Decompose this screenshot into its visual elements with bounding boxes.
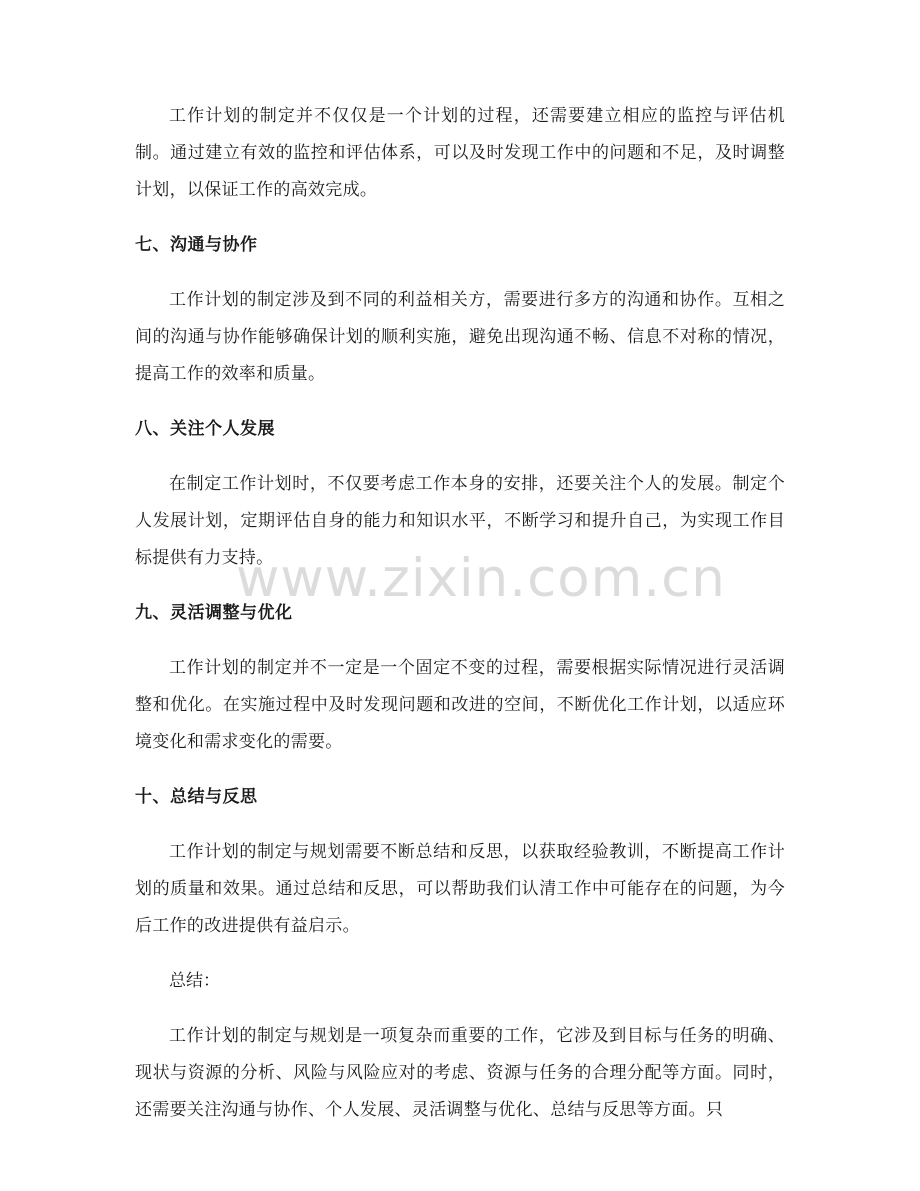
section-heading-8: 八、关注个人发展 bbox=[135, 419, 275, 439]
section-heading-10: 十、总结与反思 bbox=[135, 787, 258, 807]
section-body-9: 工作计划的制定并不一定是一个固定不变的过程，需要根据实际情况进行灵活调整和优化。在实施过程中及时发现问题和改进的空间，不断优化工作计划，以适应环境变化和需求变化的需要。 bbox=[135, 658, 785, 752]
section-heading-9: 九、灵活调整与优化 bbox=[135, 603, 293, 623]
section-heading-7: 七、沟通与协作 bbox=[135, 235, 258, 255]
watermark-text: www.zixin.com.cn bbox=[236, 548, 726, 609]
section-body-10: 工作计划的制定与规划需要不断总结和反思，以获取经验教训，不断提高工作计划的质量和效果。通过总结和反思，可以帮助我们认清工作中可能存在的问题，为今后工作的改进提供有益启示。 bbox=[135, 842, 785, 936]
summary-paragraph: 工作计划的制定与规划是一项复杂而重要的工作，它涉及到目标与任务的明确、现状与资源的分析、风险与风险应对的考虑、资源与任务的合理分配等方面。同时，还需要关注沟通与协作、个人发展、灵活调整与优化、总结与反思等方面。只 bbox=[135, 1026, 785, 1120]
section-body-7: 工作计划的制定涉及到不同的利益相关方，需要进行多方的沟通和协作。互相之间的沟通与协作能够确保计划的顺利实施，避免出现沟通不畅、信息不对称的情况，提高工作的效率和质量。 bbox=[135, 290, 785, 384]
summary-label: 总结： bbox=[169, 971, 220, 991]
document-body bbox=[135, 98, 785, 1129]
section-body-8: 在制定工作计划时，不仅要考虑工作本身的安排，还要关注个人的发展。制定个人发展计划，定期评估自身的能力和知识水平，不断学习和提升自己，为实现工作目标提供有力支持。 bbox=[135, 474, 785, 568]
intro-paragraph: 工作计划的制定并不仅仅是一个计划的过程，还需要建立相应的监控与评估机制。通过建立有效的监控和评估体系，可以及时发现工作中的问题和不足，及时调整计划，以保证工作的高效完成。 bbox=[135, 106, 785, 200]
